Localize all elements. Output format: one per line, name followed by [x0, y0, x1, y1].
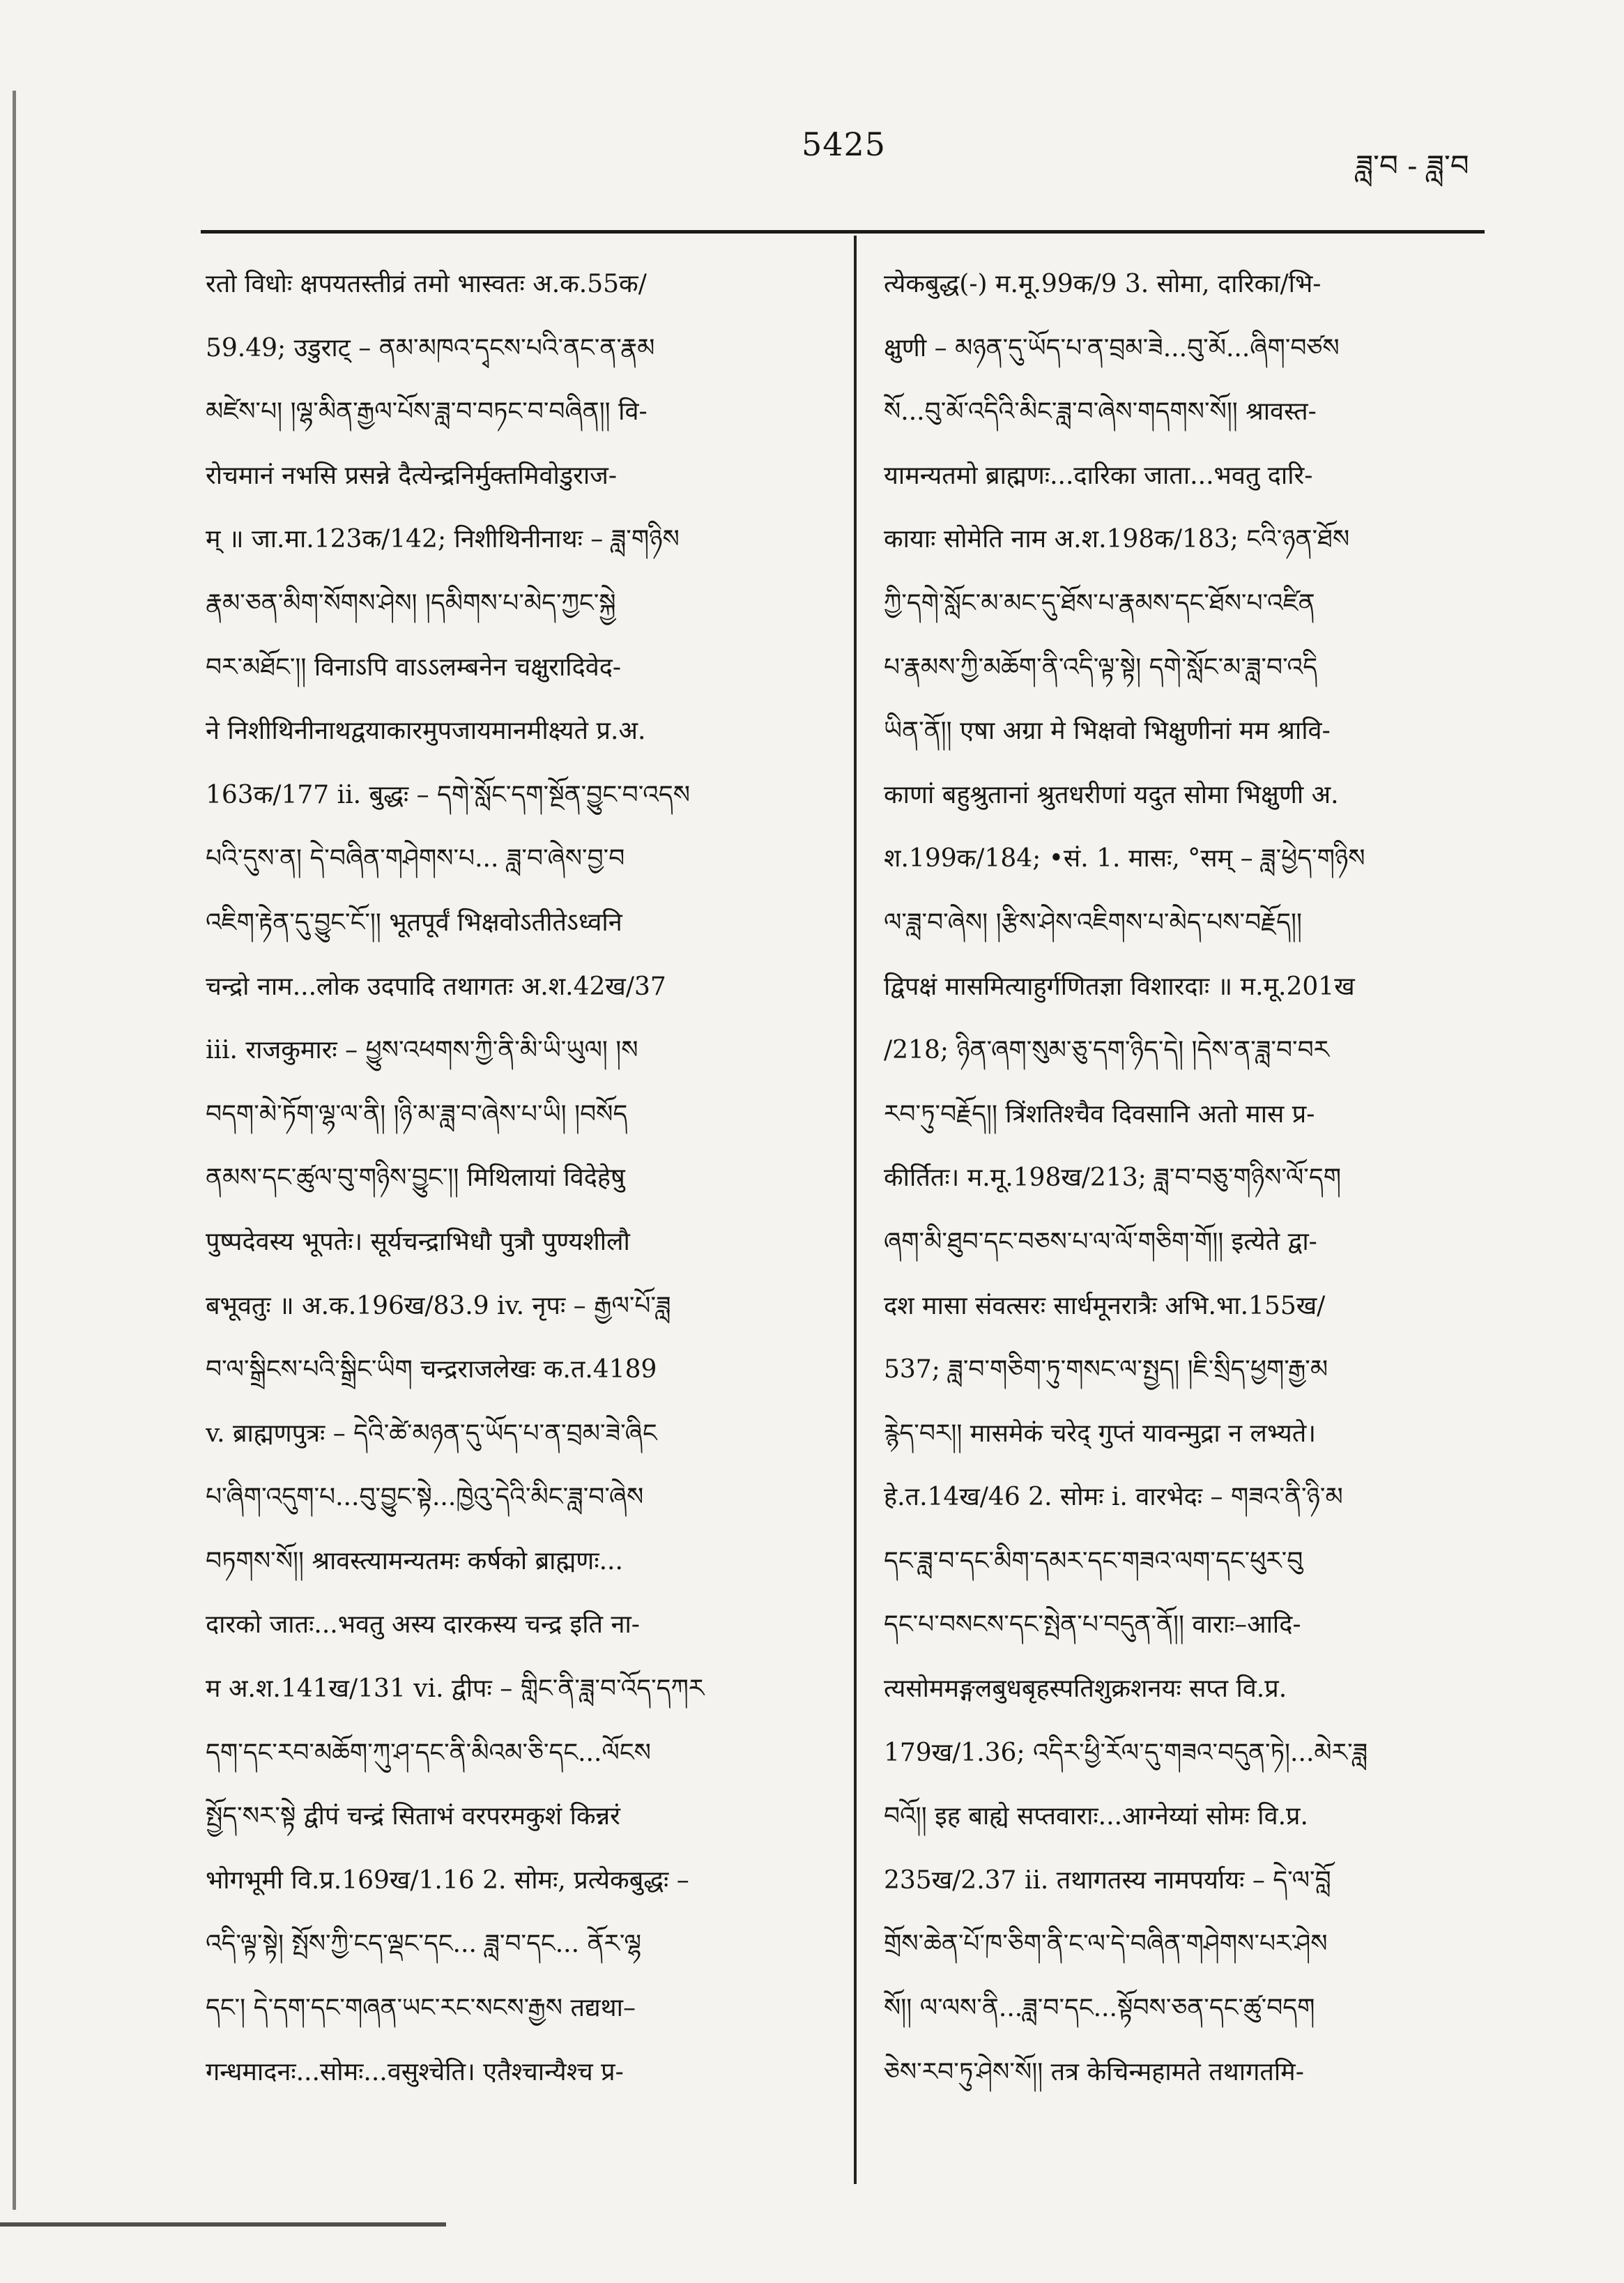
right-column-line: काणां बहुश्रुतानां श्रुतधरीणां यदुत सोमा भिक्षुणी अ. [884, 780, 1339, 809]
left-column-line: བར་མཐོང་།། विनाऽपि वाऽऽलम्बनेन चक्षुरादिवेद- [206, 652, 621, 682]
left-column-line: མཛེས་པ། །ལྷ་མིན་རྒྱལ་པོས་ཟླ་བ་བཏང་བ་བཞིན།། वि- [206, 397, 648, 427]
left-column-line: भोगभूमी वि.प्र.169ख/1.16 2. सोमः, प्रत्येकबुद्धः – [206, 1865, 689, 1895]
right-column-line: རྙེད་བར།། मासमेकं चरेद् गुप्तं यावन्मुद्रा न लभ्यते। [884, 1419, 1316, 1448]
edge-mark-bottom [0, 2222, 446, 2227]
right-column-line: ལ་ཟླ་བ་ཞེས། །རྩིས་ཤེས་འཇིགས་པ་མེད་པས་བརྗོད།། [884, 908, 1302, 937]
right-column-line: 537; ཟླ་བ་གཅིག་ཏུ་གསང་ལ་སྤྱད། །ཇི་སྲིད་ཕྱག་རྒྱ་མ [884, 1355, 1328, 1384]
left-column-line: ने निशीथिनीनाथद्वयाकारमुपजायमानमीक्ष्यते प्र.अ. [206, 717, 646, 746]
left-column-line: བདག་མེ་ཏོག་ལྷ་ལ་ནི། །ཉི་མ་ཟླ་བ་ཞེས་པ་ཡི། །བསོད [206, 1099, 628, 1129]
running-head: ཟླ་བ - ཟླ་བ [1356, 148, 1469, 183]
left-column-line: v. ब्राह्मणपुत्रः – དེའི་ཚེ་མཉན་དུ་ཡོད་པ་ན་བྲམ་ཟེ་ཞིང [206, 1419, 657, 1448]
right-column-line: དང་ཟླ་བ་དང་མིག་དམར་དང་གཟའ་ལག་དང་ཕུར་བུ [884, 1546, 1303, 1575]
left-column-line: 163क/177 ii. बुद्धः – དགེ་སློང་དག་སྔོན་བྱུང་བ་འདས [206, 780, 691, 809]
right-column-line: श.199क/184; •सं. 1. मासः, °सम् – ཟླ་ཕྱེད་གཉིས [884, 844, 1365, 873]
right-column-line: हे.त.14ख/46 2. सोमः i. वारभेदः – གཟའ་ནི་ཉི་མ [884, 1483, 1343, 1512]
left-column-line: དག་དང་རབ་མཆོག་ཀུ་ཤ་དང་ནི་མིའམ་ཅི་དང...ལོངས [206, 1738, 651, 1767]
left-column-line: བ་ལ་སྒྲིངས་པའི་སྒྲིང་ཡིག चन्द्रराजलेखः क.त.4189 [206, 1355, 657, 1384]
right-column-line: 235ख/2.37 ii. तथागतस्य नामपर्यायः – དེ་ལ་བློ [884, 1865, 1331, 1895]
right-column [884, 252, 1485, 2104]
right-column-line: པ་རྣམས་ཀྱི་མཆོག་ནི་འདི་ལྟ་སྟེ། དགེ་སློང་མ་ཟླ་བ་འདི [884, 652, 1318, 682]
left-column-line: རྣམ་ཅན་མིག་སོགས་ཤེས། །དམིགས་པ་མེད་ཀྱང་སྐྱེ [206, 588, 616, 618]
right-column-line: द्विपक्षं मासमित्याहुर्गणितज्ञा विशारदाः ॥ म.मू.201ख [884, 972, 1355, 1001]
right-column-line: གྲོས་ཆེན་པོ་ཁ་ཅིག་ནི་ང་ལ་དེ་བཞིན་གཤེགས་པར་ཤེས [884, 1930, 1328, 1959]
right-column-line: ཞག་མི་ཐུབ་དང་བཅས་པ་ལ་ལོ་གཅིག་གོ།། इत्येते द्वा- [884, 1227, 1317, 1256]
right-column-line: ཀྱི་དགེ་སློང་མ་མང་དུ་ཐོས་པ་རྣམས་དང་ཐོས་པ་འཛིན [884, 588, 1315, 618]
right-column-line: 179ख/1.36; འདིར་ཕྱི་རོལ་དུ་གཟའ་བདུན་ཏེ།...མེར་ཟླ [884, 1738, 1368, 1767]
left-column [206, 252, 836, 2104]
left-column-line: ནམས་དང་ཚུལ་བུ་གཉིས་བྱུང་།། मिथिलायां विदेहेषु [206, 1163, 625, 1193]
right-column-line: སོ...བུ་མོ་འདིའི་མིང་ཟླ་བ་ཞེས་གདགས་སོ།། श्रावस्त- [884, 397, 1317, 427]
top-rule [201, 230, 1485, 234]
right-column-line: དང་པ་བསངས་དང་སྤེན་པ་བདུན་ནོ།། वाराः–आदि- [884, 1610, 1301, 1640]
left-column-line: बभूवतुः ॥ अ.क.196ख/83.9 iv. नृपः – རྒྱལ་པོ་ཟླ [206, 1291, 671, 1320]
left-column-line: པའི་དུས་ན། དེ་བཞིན་གཤེགས་པ... ཟླ་བ་ཞེས་བྱ་བ [206, 844, 625, 873]
right-column-line: क्षुणी – མཉན་དུ་ཡོད་པ་ན་བྲམ་ཟེ...བུ་མོ...ཞིག་བཙས [884, 333, 1340, 362]
right-column-line: त्येकबुद्ध(-) म.मू.99क/9 3. सोमा, दारिका/भि- [884, 270, 1322, 298]
left-column-line: रोचमानं नभसि प्रसन्ने दैत्येन्द्रनिर्मुक्तमिवोडुराज- [206, 461, 618, 490]
left-column-line: iii. राजकुमारः – ཕྱུས་འཕགས་ཀྱི་ནི་མི་ཡི་ཡུལ། །ས [206, 1036, 638, 1065]
right-column-line: दश मासा संवत्सरः सार्धमूनरात्रैः अभि.भा.155ख/ [884, 1291, 1326, 1320]
left-column-line: गन्धमादनः...सोमः...वसुश्चेति। एतैश्चान्यैश्च प्र- [206, 2057, 624, 2086]
left-column-line: དང་། དེ་དག་དང་གཞན་ཡང་རང་སངས་རྒྱས तद्यथा– [206, 1994, 636, 2023]
column-divider [854, 236, 857, 2184]
right-column-line: ཡིན་ནོ།། एषा अग्रा मे भिक्षवो भिक्षुणीनां मम श्रावि- [884, 717, 1331, 746]
left-column-line: འཇིག་རྟེན་དུ་བྱུང་ངོ་།། भूतपूर्वं भिक्षवोऽतीतेऽध्वनि [206, 908, 622, 937]
left-column-line: पुष्पदेवस्य भूपतेः। सूर्यचन्द्राभिधौ पुत्रौ पुण्यशीलौ [206, 1227, 630, 1256]
right-column-line: སོ།། ལ་ལས་ནི...ཟླ་བ་དང...སྟོབས་ཅན་དང་ཚུ་བདག [884, 1994, 1315, 2023]
left-column-line: 59.49; उडुराट् – ནམ་མཁའ་དྭངས་པའི་ནང་ན་རྣམ [206, 333, 655, 362]
right-column-line: བའོ།། इह बाह्ये सप्तवाराः...आग्नेय्यां सोमः वि.प्र. [884, 1802, 1308, 1831]
right-column-line: /218; ཉིན་ཞག་སུམ་ཅུ་དག་ཉིད་དེ། །དེས་ན་ཟླ་བ་བར [884, 1036, 1330, 1065]
right-column-line: त्यसोममङ्गलबुधबृहस्पतिशुक्रशनयः सप्त वि.प्र. [884, 1674, 1287, 1704]
right-column-line: ཅེས་རབ་ཏུ་ཤེས་སོ།། तत्र केचिन्महामते तथागतमि- [884, 2057, 1304, 2086]
edge-mark-left [13, 91, 16, 2210]
left-column-line: दारको जातः...भवतु अस्य दारकस्य चन्द्र इति ना- [206, 1610, 640, 1640]
left-column-line: འདི་ལྟ་སྟེ། སྤོས་ཀྱི་ངད་ལྡང་དང... ཟླ་བ་དང... ནོར་ལྷ [206, 1930, 642, 1959]
left-column-line: བཏགས་སོ།། श्रावस्त्यामन्यतमः कर्षको ब्राह्मणः... [206, 1546, 623, 1575]
right-column-line: यामन्यतमो ब्राह्मणः...दारिका जाता...भवतु दारि- [884, 461, 1313, 490]
left-column-line: चन्द्रो नाम...लोक उदपादि तथागतः अ.श.42ख/37 [206, 972, 666, 1001]
page-number: 5425 [802, 125, 887, 163]
left-column-line: रतो विधोः क्षपयतस्तीव्रं तमो भास्वतः अ.क.55क/ [206, 270, 647, 298]
left-column-line: म अ.श.141ख/131 vi. द्वीपः – གླིང་ནི་ཟླ་བ་འོད་དཀར [206, 1674, 705, 1704]
left-column-line: म् ॥ जा.मा.123क/142; निशीथिनीनाथः – ཟླ་གཉིས [206, 525, 680, 554]
left-column-line: པ་ཞིག་འདུག་པ...བུ་བྱུང་སྟེ...ཁྱེའུ་དེའི་མིང་ཟླ་བ་ཞེས [206, 1483, 644, 1512]
right-column-line: कीर्तितः। म.मू.198ख/213; ཟླ་བ་བཅུ་གཉིས་ལོ་དག [884, 1163, 1342, 1193]
right-column-line: རབ་ཏུ་བརྗོད།། त्रिंशतिश्चैव दिवसानि अतो मास प्र- [884, 1099, 1315, 1129]
left-column-line: སྤྱོད་སར་སྟེ द्वीपं चन्द्रं सिताभं वरपरमकुशं किन्नरं [206, 1802, 620, 1831]
right-column-line: कायाः सोमेति नाम अ.श.198क/183; ངའི་ཉན་ཐོས [884, 525, 1350, 554]
